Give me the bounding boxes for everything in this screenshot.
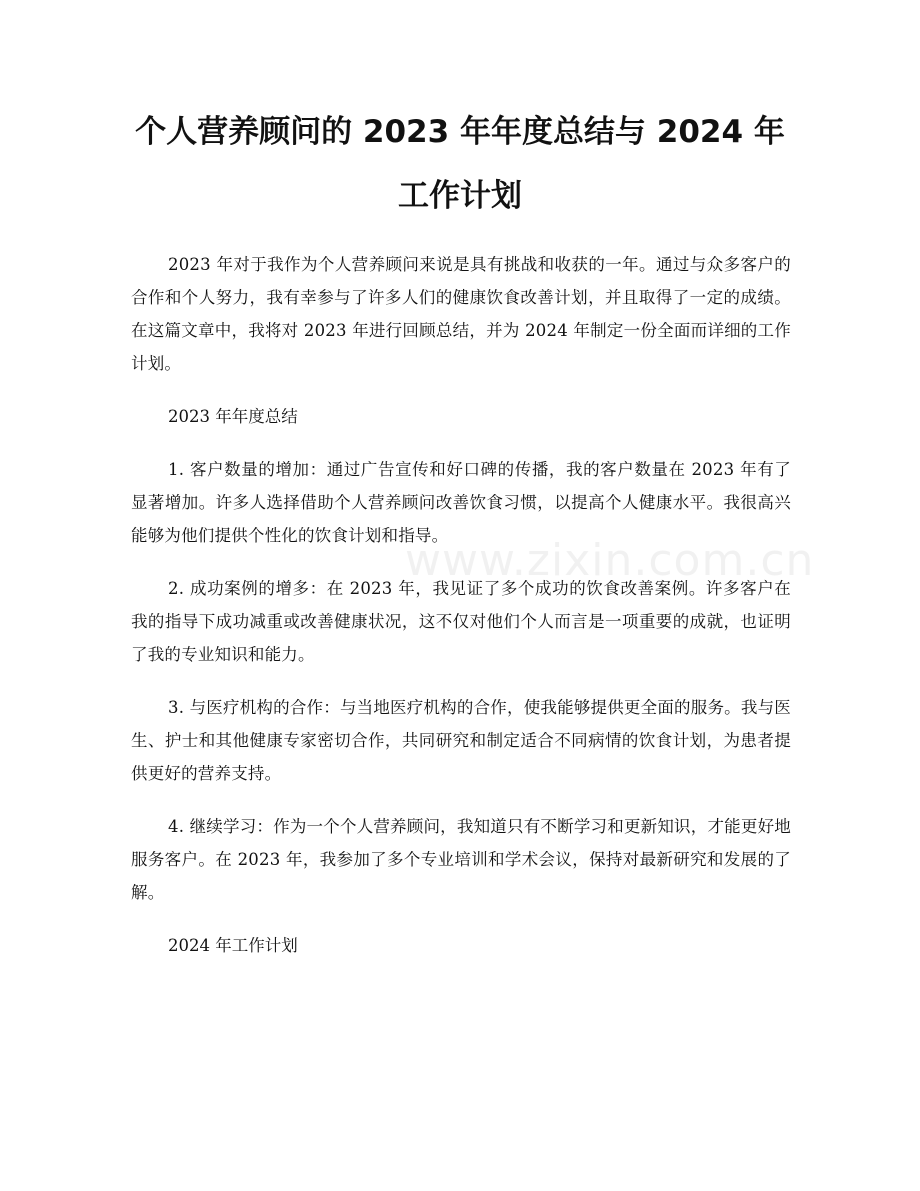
summary-item-1: 1. 客户数量的增加：通过广告宣传和好口碑的传播，我的客户数量在 2023 年有了显著增加。许多人选择借助个人营养顾问改善饮食习惯，以提高个人健康水平。我很高兴能够为他们提供个性化的饮食计划和指导。 [131, 460, 791, 545]
section-heading-summary: 2023 年年度总结 [168, 407, 298, 426]
title-line-1: 个人营养顾问的 2023 年年度总结与 2024 年 [135, 114, 785, 150]
watermark: www.zixin.com.cn [405, 535, 815, 586]
section-heading-plan: 2024 年工作计划 [168, 936, 298, 955]
document-body [131, 248, 791, 982]
summary-item-3: 3. 与医疗机构的合作：与当地医疗机构的合作，使我能够提供更全面的服务。我与医生、护士和其他健康专家密切合作，共同研究和制定适合不同病情的饮食计划，为患者提供更好的营养支持。 [131, 698, 791, 783]
intro-paragraph: 2023 年对于我作为个人营养顾问来说是具有挑战和收获的一年。通过与众多客户的合作和个人努力，我有幸参与了许多人们的健康饮食改善计划，并且取得了一定的成绩。在这篇文章中，我将对 2023 年进行回顾总结，并为 2024 年制定一份全面而详细的工作计划。 [131, 255, 791, 373]
title-line-2: 工作计划 [398, 178, 522, 214]
summary-item-2: 2. 成功案例的增多：在 2023 年，我见证了多个成功的饮食改善案例。许多客户在我的指导下成功减重或改善健康状况，这不仅对他们个人而言是一项重要的成就，也证明了我的专业知识和能力。 [131, 579, 791, 664]
summary-item-4: 4. 继续学习：作为一个个人营养顾问，我知道只有不断学习和更新知识，才能更好地服务客户。在 2023 年，我参加了多个专业培训和学术会议，保持对最新研究和发展的了解。 [131, 817, 791, 902]
document-title [100, 100, 820, 228]
